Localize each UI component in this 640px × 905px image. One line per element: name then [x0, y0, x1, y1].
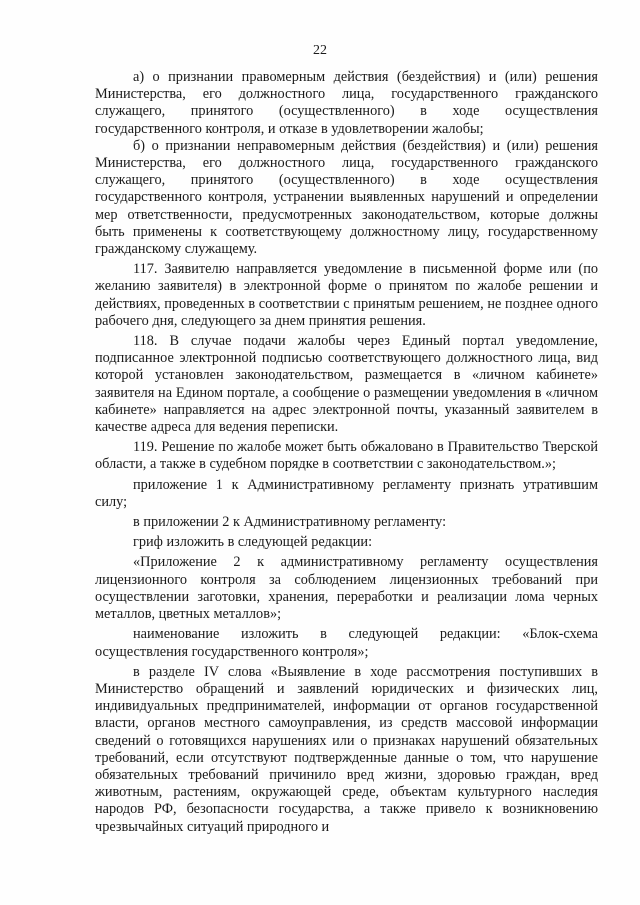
page-number: 22: [313, 43, 327, 58]
paragraph-117: 117. Заявителю направляется уведомление в письменной форме или (по желанию заявителя) в электронной форме о принятом по жалобе решении и действиях, проведенных в соответствии с принятым решением, не позднее одного рабочего дня, следующего за днем принятия решения.: [95, 261, 598, 329]
paragraph-118: 118. В случае подачи жалобы через Единый портал уведомление, подписанное электронной подписью соответствующего должностного лица, вид которой установлен законодательством, размещается в «личном кабинете» заявителя на Едином портале, а сообщение о размещении уведомления в «личном кабинете» направляется на адрес электронной почты, указанный заявителем в качестве адреса для ведения переписки.: [95, 333, 598, 436]
document-body: [95, 69, 598, 836]
paragraph-appendix-2: в приложении 2 к Административному регламенту:: [133, 514, 447, 531]
paragraph-119: 119. Решение по жалобе может быть обжаловано в Правительство Тверской области, а также в судебном порядке в соответствии с законодательством.»;: [95, 439, 598, 473]
paragraph-appendix-1: приложение 1 к Административному регламенту признать утратившим силу;: [95, 476, 598, 510]
paragraph-b: б) о признании неправомерным действия (бездействия) и (или) решения Министерства, его должностного лица, государственного гражданского служащего, принятого (осуществленного) в ходе осуществления государственного контроля, устранении выявленных нарушений и определении мер ответственности, предусмотренных законодательством, которые должны быть применены к соответствующему должностному лицу, государственному гражданскому служащему.: [95, 137, 598, 258]
paragraph-grif: гриф изложить в следующей редакции:: [133, 534, 373, 551]
paragraph-title-change: наименование изложить в следующей редакции: «Блок-схема осуществления государственного контроля»;: [95, 626, 598, 660]
paragraph-section-iv: в разделе IV слова «Выявление в ходе рассмотрения поступивших в Министерство обращений и заявлений юридических и физических лиц, индивидуальных предпринимателей, информации от органов государственной власти, органов местного самоуправления, из средств массовой информации сведений о готовящихся нарушениях или о признаках нарушений обязательных требований, если отсутствуют подтвержденные данные о том, что нарушение обязательных требований причинило вред жизни, здоровью граждан, вред животным, растениям, окружающей среде, объектам культурного наследия народов РФ, безопасности государства, а также привело к возникновению чрезвычайных ситуаций природного и: [95, 663, 598, 835]
paragraph-a: а) о признании правомерным действия (бездействия) и (или) решения Министерства, его должностного лица, государственного гражданского служащего, принятого (осуществленного) в ходе осуществления государственного контроля, и отказе в удовлетворении жалобы;: [95, 69, 598, 137]
paragraph-grif-text: «Приложение 2 к административному регламенту осуществления лицензионного контроля за соблюдением лицензионных требований при осуществлении заготовки, хранения, переработки и реализации лома черных металлов, цветных металлов»;: [95, 554, 598, 623]
